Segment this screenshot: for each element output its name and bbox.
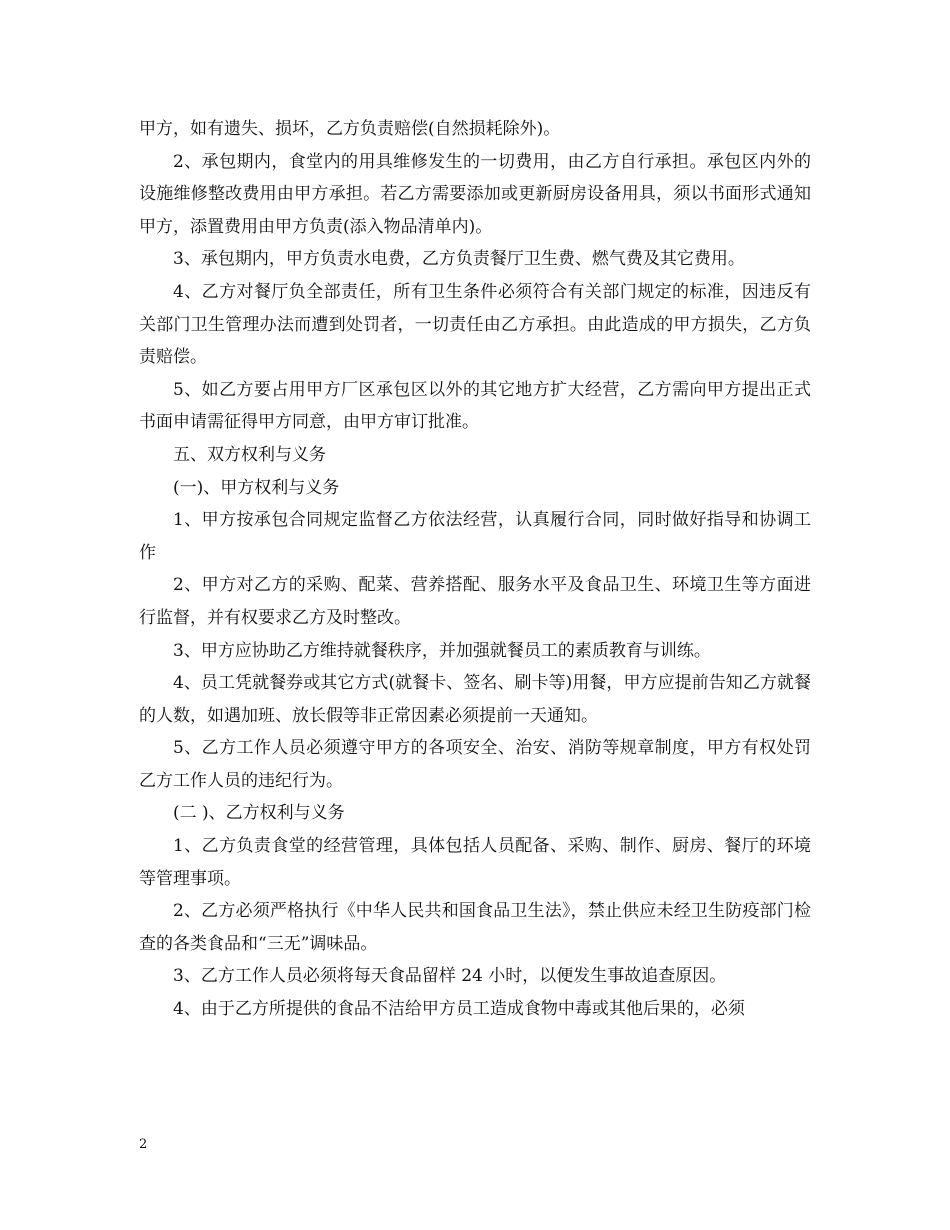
paragraph: 3、承包期内，甲方负责水电费，乙方负责餐厅卫生费、燃气费及其它费用。 — [173, 249, 745, 270]
paragraph: 2、甲方对乙方的采购、配菜、营养搭配、服务水平及食品卫生、环境卫生等方面进行监督，并有权要求乙方及时整改。 — [139, 575, 811, 628]
paragraph: 1、甲方按承包合同规定监督乙方依法经营，认真履行合同，同时做好指导和协调工作 — [139, 510, 811, 563]
paragraph: 2、乙方必须严格执行《中华人民共和国食品卫生法》，禁止供应未经卫生防疫部门检查的各类食品和“三无”调味品。 — [139, 901, 811, 954]
paragraph: 4、员工凭就餐券或其它方式(就餐卡、签名、刷卡等)用餐，甲方应提前告知乙方就餐的人数，如遇加班、放长假等非正常因素必须提前一天通知。 — [139, 673, 811, 726]
subsection-heading: (一)、甲方权利与义务 — [173, 477, 340, 498]
page-number: 2 — [139, 1137, 148, 1152]
paragraph: 1、乙方负责食堂的经营管理，具体包括人员配备、采购、制作、厨房、餐厅的环境等管理事项。 — [139, 836, 811, 889]
paragraph: 3、甲方应协助乙方维持就餐秩序，并加强就餐员工的素质教育与训练。 — [173, 640, 711, 661]
paragraph: 3、乙方工作人员必须将每天食品留样 24 小时，以便发生事故追查原因。 — [173, 966, 727, 987]
paragraph: 4、由于乙方所提供的食品不洁给甲方员工造成食物中毒或其他后果的，必须 — [173, 999, 745, 1020]
document-body — [139, 113, 811, 1026]
paragraph: 甲方，如有遗失、损坏，乙方负责赔偿(自然损耗除外)。 — [139, 119, 561, 139]
paragraph: 2、承包期内，食堂内的用具维修发生的一切费用，由乙方自行承担。承包区内外的设施维修整改费用由甲方承担。若乙方需要添加或更新厨房设备用具，须以书面形式通知甲方，添置费用由甲方负责(添入物品清单内)。 — [139, 151, 811, 237]
subsection-heading: (二 )、乙方权利与义务 — [173, 803, 345, 824]
paragraph: 4、乙方对餐厅负全部责任，所有卫生条件必须符合有关部门规定的标准，因违反有关部门卫生管理办法而遭到处罚者，一切责任由乙方承担。由此造成的甲方损失，乙方负责赔偿。 — [139, 281, 811, 368]
paragraph: 5、如乙方要占用甲方厂区承包区以外的其它地方扩大经营，乙方需向甲方提出正式书面申请需征得甲方同意，由甲方审订批准。 — [139, 379, 811, 433]
paragraph: 5、乙方工作人员必须遵守甲方的各项安全、治安、消防等规章制度，甲方有权处罚乙方工作人员的违纪行为。 — [139, 738, 811, 791]
section-heading: 五、双方权利与义务 — [173, 444, 326, 465]
